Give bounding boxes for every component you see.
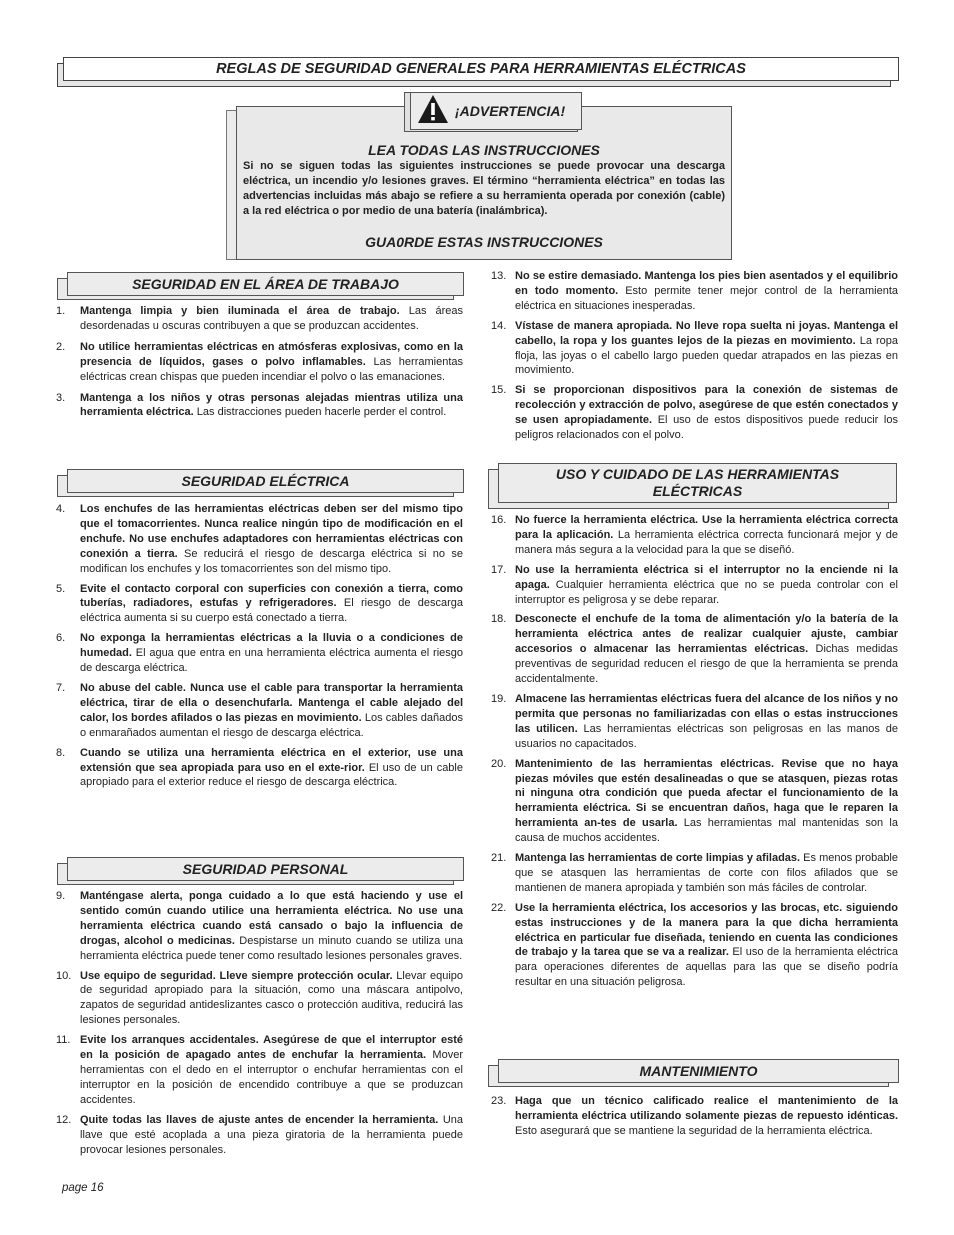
section-header-maintenance: [488, 1059, 899, 1087]
right-column-personal-cont: [491, 269, 898, 443]
right-column-use-care: [491, 513, 898, 990]
section-title: MANTENIMIENTO: [498, 1059, 899, 1083]
list-item: 11. Evite los arranques accidentales. Asegúrese de que el interruptor esté en la posición de apagado antes de enchufar la herramienta. Mover herramientas con el dedo en el interruptor o enchufar herramientas con el interruptor en la posición de encendido contribuye a que se produzcan accidentes.: [56, 1034, 463, 1106]
warning-title-box: [404, 92, 584, 134]
list-item: 15. Si se proporcionan dispositivos para la conexión de sistemas de recolección y extracción de polvo, asegúrese de que estén conectados y se usen apropiadamente. El uso de estos dispositivos puede reducir los peligros relacionados con el polvo.: [491, 384, 898, 442]
list-item: 3. Mantenga a los niños y otras personas alejadas mientras utiliza una herramienta eléctrica. Las distracciones pueden hacerle perder el control.: [56, 391, 463, 419]
list-item: 20. Mantenimiento de las herramientas eléctricas. Revise que no haya piezas móviles que estén desalineadas o que se atasquen, piezas rotas ni ninguna otra condición que pueda afectar el funcionamiento de la herramienta eléctrica. Si se encuentran daños, haga que le reparen la herramienta an-tes de usarla. Las herramientas mal mantenidas son la causa de muchos accidentes.: [491, 757, 898, 845]
section-header-electrical: [57, 469, 464, 497]
section-header-personal: [57, 857, 464, 885]
list-item: 9. Manténgase alerta, ponga cuidado a lo que está haciendo y use el sentido común cuando utilice una herramienta eléctrica. No use una herramienta eléctrica cuando está cansado o bajo la influencia de drogas, alcohol o medicinas. Despistarse un minuto cuando se utiliza una herramienta eléctrica puede tener como resultado lesiones personales graves.: [56, 890, 464, 962]
list-item: 7. No abuse del cable. Nunca use el cable para transportar la herramienta eléctrica, tirar de ella o desenchufarla. Mantenga el cable alejado del calor, los bordes afilados o las piezas en movimiento. Los cables dañados o enmarañados aumentan el riesgo de descarga eléctrica.: [56, 681, 463, 739]
section-header-use-care: [488, 463, 899, 509]
list-item: 6. No exponga la herramientas eléctricas a la lluvia o a condiciones de humedad. El agua que entra en una herramienta eléctrica aumenta el riesgo de descarga eléctrica.: [56, 632, 463, 675]
right-column-maintenance: [491, 1094, 898, 1139]
warning-footer: GUA0RDE ESTAS INSTRUCCIONES: [365, 234, 603, 250]
list-item: 12. Quite todas las llaves de ajuste antes de encender la herramienta. Una llave que esté acoplada a una pieza giratoria de la herramienta puede provocar lesiones personales.: [56, 1113, 463, 1156]
list-item: 13. No se estire demasiado. Mantenga los pies bien asentados y el equilibrio en todo momento. Esto permite tener mejor control de la herramienta eléctrica en situaciones inesperadas.: [491, 270, 898, 312]
list-item: 1. Mantenga limpia y bien iluminada el área de trabajo. Las áreas desordenadas u oscuras contribuyen a que se produzcan accidentes.: [56, 305, 463, 332]
list-item: 16. No fuerce la herramienta eléctrica. Use la herramienta eléctrica correcta para la aplicación. La herramienta eléctrica correcta funcionará mejor y de manera más segura a la velocidad para la que se diseñó.: [491, 514, 899, 556]
list-item: 2. No utilice herramientas eléctricas en atmósferas explosivas, como en la presencia de líquidos, gases o polvo inflamables. Las herramientas eléctricas crean chispas que pueden incendiar el polvo o las emanaciones.: [56, 340, 463, 383]
main-title-box: [57, 57, 899, 87]
left-column-electrical: [56, 502, 463, 790]
warning-heading: LEA TODAS LAS INSTRUCCIONES: [368, 142, 600, 158]
list-item: 23. Haga que un técnico calificado realice el mantenimiento de la herramienta eléctrica utilizando solamente piezas de repuesto idénticas. Esto asegurará que se mantiene la seguridad de la herramienta eléctrica.: [491, 1095, 898, 1137]
list-item: 19. Almacene las herramientas eléctricas fuera del alcance de los niños y no permita que personas no familiarizadas con ellas o estas instrucciones las utilicen. Las herramientas eléctricas son peligrosas en las manos de usuarios no capacitados.: [491, 692, 898, 750]
section-title: USO Y CUIDADO DE LAS HERRAMIENTAS ELÉCTRICAS: [498, 463, 897, 503]
warning-triangle-icon: [417, 94, 449, 129]
list-item: 18. Desconecte el enchufe de la toma de alimentación y/o la batería de la herramienta eléctrica antes de realizar cualquier ajuste, cambiar accesorios o almacenar las herramientas eléctricas. Dichas medidas preventivas de seguridad reducen el riesgo de que la herramienta se prenda accidentalmente.: [491, 613, 898, 686]
section-title: SEGURIDAD PERSONAL: [67, 857, 464, 881]
list-item: 17. No use la herramienta eléctrica si el interruptor no la enciende ni la apaga. Cualquier herramienta eléctrica que no se pueda controlar con el interruptor es peligrosa y se debe reparar.: [491, 563, 898, 606]
section-header-work-area: [57, 272, 464, 300]
list-item: 22. Use la herramienta eléctrica, los accesorios y las brocas, etc. siguiendo estas instrucciones y de la manera para la que dicha herramienta eléctrica en particular fue diseñada, teniendo en cuenta las condiciones de trabajo y la tarea que se va a realizar. El uso de la herramienta eléctrica para operaciones diferentes de aquellas para las que se diseño podría resultar en una situación peligrosa.: [491, 901, 898, 989]
warning-title-panel: [410, 92, 582, 130]
list-item: 5. Evite el contacto corporal con superficies con conexión a tierra, como tuberías, radiadores, estufas y refrigeradores. El riesgo de descarga eléctrica aumenta si su cuerpo está conectado a tierra.: [56, 582, 464, 625]
section-title: SEGURIDAD EN EL ÁREA DE TRABAJO: [67, 272, 464, 296]
warning-label: ¡ADVERTENCIA!: [455, 103, 566, 119]
main-title: REGLAS DE SEGURIDAD GENERALES PARA HERRAMIENTAS ELÉCTRICAS: [63, 57, 899, 81]
list-item: 4. Los enchufes de las herramientas eléctricas deben ser del mismo tipo que el tomacorrientes. Nunca realice ningún tipo de modificación en el enchufe. No use enchufes adaptadores con herramientas eléctricas con conexión a tierra. Se reducirá el riesgo de descarga eléctrica si no se modifican los enchufes y los tomacorrientes son del mismo tipo.: [56, 503, 463, 575]
left-column-personal: [56, 889, 463, 1157]
list-item: 14. Vístase de manera apropiada. No lleve ropa suelta ni joyas. Mantenga el cabello, la ropa y los guantes lejos de la piezas en movimiento. La ropa floja, las joyas o el cabello largo pueden quedar atrapados en las piezas en movimiento.: [491, 319, 898, 377]
left-column-work-area: [56, 304, 463, 420]
page-number: page 16: [62, 1182, 104, 1194]
list-item: 21. Mantenga las herramientas de corte limpias y afiladas. Es menos probable que se atasquen las herramientas de corte con filos afilados que se mantienen de manera apropiada y también son más fáciles de controlar.: [491, 852, 898, 894]
list-item: 8. Cuando se utiliza una herramienta eléctrica en el exterior, use una extensión que sea apropiada para uso en el exte-rior. El uso de un cable apropiado para el exterior reduce el riesgo de descarga eléctrica.: [56, 746, 463, 789]
list-item: 10. Use equipo de seguridad. Lleve siempre protección ocular. Llevar equipo de seguridad apropiado para la situación, como una máscara antipolvo, zapatos de seguridad antideslizantes casco o protección auditiva, reducirá las lesiones personales.: [56, 969, 464, 1027]
warning-body: Si no se siguen todas las siguientes instrucciones se puede provocar una descarga eléctrica, un incendio y/o lesiones graves. El término “herramienta eléctrica” en todas las advertencias incluidas más abajo se refiere a su herramienta operada por conexión (cable) a la red eléctrica o por medio de una batería (inalámbrica).: [243, 160, 725, 217]
section-title: SEGURIDAD ELÉCTRICA: [67, 469, 464, 493]
